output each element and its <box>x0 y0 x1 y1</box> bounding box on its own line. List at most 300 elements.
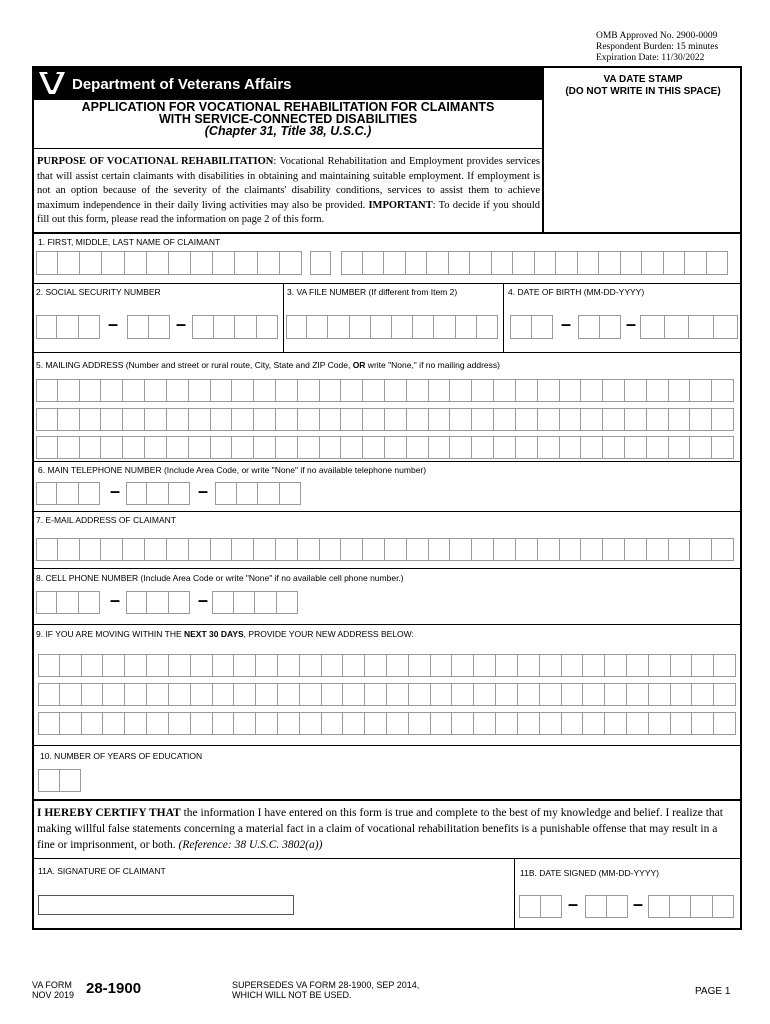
char-box[interactable] <box>450 436 472 459</box>
char-box[interactable] <box>254 408 276 431</box>
char-box[interactable] <box>145 379 167 402</box>
char-box[interactable] <box>235 251 257 275</box>
char-box[interactable] <box>167 436 189 459</box>
char-box[interactable] <box>237 482 259 505</box>
char-box[interactable] <box>320 379 342 402</box>
char-box[interactable] <box>234 654 256 677</box>
char-box[interactable] <box>413 315 434 339</box>
char-box[interactable] <box>712 436 734 459</box>
char-box[interactable] <box>147 591 168 614</box>
char-box[interactable] <box>212 591 234 614</box>
char-box[interactable] <box>450 408 472 431</box>
char-box[interactable] <box>341 379 363 402</box>
char-box[interactable] <box>494 436 516 459</box>
char-box[interactable] <box>449 251 471 275</box>
char-box[interactable] <box>298 408 320 431</box>
char-box[interactable] <box>427 251 449 275</box>
char-box[interactable] <box>472 436 494 459</box>
char-box[interactable] <box>538 436 560 459</box>
char-box[interactable] <box>234 591 256 614</box>
char-box[interactable] <box>452 683 474 706</box>
char-box[interactable] <box>79 315 100 339</box>
phone-prefix[interactable] <box>126 482 190 505</box>
char-box[interactable] <box>647 538 669 561</box>
char-box[interactable] <box>300 683 322 706</box>
char-box[interactable] <box>363 538 385 561</box>
char-box[interactable] <box>581 379 603 402</box>
new-address-line-1[interactable] <box>38 654 736 677</box>
char-box[interactable] <box>189 379 211 402</box>
char-box[interactable] <box>79 482 100 505</box>
char-box[interactable] <box>387 712 409 735</box>
char-box[interactable] <box>581 538 603 561</box>
char-box[interactable] <box>254 436 276 459</box>
char-box[interactable] <box>627 654 649 677</box>
char-box[interactable] <box>392 315 413 339</box>
char-box[interactable] <box>387 654 409 677</box>
char-box[interactable] <box>103 654 125 677</box>
char-box[interactable] <box>519 895 541 918</box>
char-box[interactable] <box>298 436 320 459</box>
char-box[interactable] <box>102 251 124 275</box>
char-box[interactable] <box>516 436 538 459</box>
ssn-part-1[interactable] <box>36 315 100 339</box>
char-box[interactable] <box>714 683 736 706</box>
char-box[interactable] <box>149 315 171 339</box>
char-box[interactable] <box>538 379 560 402</box>
char-box[interactable] <box>277 591 299 614</box>
char-box[interactable] <box>583 712 605 735</box>
char-box[interactable] <box>385 538 407 561</box>
char-box[interactable] <box>310 251 331 275</box>
char-box[interactable] <box>640 315 665 339</box>
char-box[interactable] <box>450 379 472 402</box>
char-box[interactable] <box>627 712 649 735</box>
char-box[interactable] <box>58 538 80 561</box>
char-box[interactable] <box>126 591 147 614</box>
char-box[interactable] <box>145 538 167 561</box>
char-box[interactable] <box>234 712 256 735</box>
char-box[interactable] <box>621 251 643 275</box>
char-box[interactable] <box>191 683 213 706</box>
char-box[interactable] <box>385 379 407 402</box>
cell-line-number[interactable] <box>212 591 298 614</box>
ssn-part-2[interactable] <box>127 315 170 339</box>
mailing-address-line-3[interactable] <box>36 436 734 459</box>
char-box[interactable] <box>256 712 278 735</box>
char-box[interactable] <box>670 895 692 918</box>
char-box[interactable] <box>213 654 235 677</box>
email-input[interactable] <box>36 538 734 561</box>
char-box[interactable] <box>669 538 691 561</box>
char-box[interactable] <box>472 538 494 561</box>
char-box[interactable] <box>583 654 605 677</box>
char-box[interactable] <box>256 683 278 706</box>
char-box[interactable] <box>713 895 735 918</box>
char-box[interactable] <box>343 683 365 706</box>
char-box[interactable] <box>254 538 276 561</box>
char-box[interactable] <box>58 379 80 402</box>
char-box[interactable] <box>258 482 280 505</box>
char-box[interactable] <box>82 654 104 677</box>
char-box[interactable] <box>278 683 300 706</box>
cell-area-code[interactable] <box>36 591 100 614</box>
char-box[interactable] <box>189 436 211 459</box>
char-box[interactable] <box>258 251 280 275</box>
char-box[interactable] <box>627 683 649 706</box>
char-box[interactable] <box>605 712 627 735</box>
char-box[interactable] <box>560 379 582 402</box>
char-box[interactable] <box>322 712 344 735</box>
char-box[interactable] <box>213 683 235 706</box>
char-box[interactable] <box>350 315 371 339</box>
va-file-number-input[interactable] <box>286 315 498 339</box>
char-box[interactable] <box>605 654 627 677</box>
char-box[interactable] <box>36 408 58 431</box>
char-box[interactable] <box>385 408 407 431</box>
last-name-input[interactable] <box>341 251 728 275</box>
char-box[interactable] <box>80 538 102 561</box>
char-box[interactable] <box>470 251 492 275</box>
char-box[interactable] <box>213 251 235 275</box>
char-box[interactable] <box>647 408 669 431</box>
char-box[interactable] <box>38 712 60 735</box>
char-box[interactable] <box>603 538 625 561</box>
char-box[interactable] <box>671 654 693 677</box>
char-box[interactable] <box>540 654 562 677</box>
char-box[interactable] <box>642 251 664 275</box>
char-box[interactable] <box>147 683 169 706</box>
char-box[interactable] <box>603 436 625 459</box>
char-box[interactable] <box>578 251 600 275</box>
char-box[interactable] <box>385 436 407 459</box>
char-box[interactable] <box>234 683 256 706</box>
date-signed-month[interactable] <box>519 895 562 918</box>
char-box[interactable] <box>60 683 82 706</box>
char-box[interactable] <box>434 315 455 339</box>
char-box[interactable] <box>101 436 123 459</box>
char-box[interactable] <box>585 895 607 918</box>
char-box[interactable] <box>232 408 254 431</box>
char-box[interactable] <box>712 379 734 402</box>
char-box[interactable] <box>560 436 582 459</box>
char-box[interactable] <box>169 683 191 706</box>
char-box[interactable] <box>147 712 169 735</box>
char-box[interactable] <box>690 408 712 431</box>
char-box[interactable] <box>538 538 560 561</box>
char-box[interactable] <box>211 379 233 402</box>
char-box[interactable] <box>147 251 169 275</box>
char-box[interactable] <box>169 654 191 677</box>
char-box[interactable] <box>278 712 300 735</box>
char-box[interactable] <box>494 408 516 431</box>
char-box[interactable] <box>625 408 647 431</box>
char-box[interactable] <box>60 654 82 677</box>
new-address-line-3[interactable] <box>38 712 736 735</box>
char-box[interactable] <box>80 251 102 275</box>
char-box[interactable] <box>578 315 600 339</box>
char-box[interactable] <box>58 251 80 275</box>
char-box[interactable] <box>518 683 540 706</box>
char-box[interactable] <box>343 712 365 735</box>
char-box[interactable] <box>256 654 278 677</box>
char-box[interactable] <box>341 538 363 561</box>
char-box[interactable] <box>341 408 363 431</box>
char-box[interactable] <box>599 251 621 275</box>
char-box[interactable] <box>496 712 518 735</box>
char-box[interactable] <box>365 654 387 677</box>
char-box[interactable] <box>692 712 714 735</box>
char-box[interactable] <box>707 251 729 275</box>
char-box[interactable] <box>215 482 237 505</box>
char-box[interactable] <box>384 251 406 275</box>
char-box[interactable] <box>363 379 385 402</box>
signature-input[interactable] <box>38 895 294 915</box>
char-box[interactable] <box>123 538 145 561</box>
char-box[interactable] <box>320 538 342 561</box>
dob-year-input[interactable] <box>640 315 738 339</box>
char-box[interactable] <box>276 408 298 431</box>
char-box[interactable] <box>647 379 669 402</box>
char-box[interactable] <box>191 654 213 677</box>
char-box[interactable] <box>38 769 60 792</box>
char-box[interactable] <box>211 436 233 459</box>
char-box[interactable] <box>690 436 712 459</box>
char-box[interactable] <box>101 408 123 431</box>
char-box[interactable] <box>669 436 691 459</box>
char-box[interactable] <box>280 482 302 505</box>
char-box[interactable] <box>714 654 736 677</box>
mailing-address-line-1[interactable] <box>36 379 734 402</box>
char-box[interactable] <box>213 712 235 735</box>
char-box[interactable] <box>103 683 125 706</box>
char-box[interactable] <box>57 315 78 339</box>
char-box[interactable] <box>36 315 57 339</box>
char-box[interactable] <box>714 315 739 339</box>
char-box[interactable] <box>691 895 713 918</box>
char-box[interactable] <box>409 712 431 735</box>
char-box[interactable] <box>36 538 58 561</box>
char-box[interactable] <box>560 538 582 561</box>
char-box[interactable] <box>562 712 584 735</box>
char-box[interactable] <box>431 712 453 735</box>
char-box[interactable] <box>431 654 453 677</box>
char-box[interactable] <box>690 379 712 402</box>
char-box[interactable] <box>322 654 344 677</box>
char-box[interactable] <box>60 712 82 735</box>
char-box[interactable] <box>581 436 603 459</box>
char-box[interactable] <box>712 538 734 561</box>
char-box[interactable] <box>409 654 431 677</box>
char-box[interactable] <box>669 408 691 431</box>
char-box[interactable] <box>126 482 147 505</box>
char-box[interactable] <box>169 482 190 505</box>
char-box[interactable] <box>214 315 236 339</box>
char-box[interactable] <box>80 379 102 402</box>
dob-day-input[interactable] <box>578 315 621 339</box>
char-box[interactable] <box>407 379 429 402</box>
char-box[interactable] <box>494 379 516 402</box>
char-box[interactable] <box>257 315 279 339</box>
char-box[interactable] <box>211 408 233 431</box>
char-box[interactable] <box>276 538 298 561</box>
char-box[interactable] <box>538 408 560 431</box>
char-box[interactable] <box>603 379 625 402</box>
char-box[interactable] <box>125 654 147 677</box>
char-box[interactable] <box>363 251 385 275</box>
char-box[interactable] <box>127 315 149 339</box>
middle-initial-input[interactable] <box>310 251 331 275</box>
char-box[interactable] <box>560 408 582 431</box>
char-box[interactable] <box>60 769 82 792</box>
char-box[interactable] <box>82 712 104 735</box>
char-box[interactable] <box>80 408 102 431</box>
char-box[interactable] <box>36 251 58 275</box>
char-box[interactable] <box>167 408 189 431</box>
char-box[interactable] <box>191 712 213 735</box>
char-box[interactable] <box>123 408 145 431</box>
char-box[interactable] <box>431 683 453 706</box>
char-box[interactable] <box>57 482 78 505</box>
char-box[interactable] <box>363 408 385 431</box>
char-box[interactable] <box>298 379 320 402</box>
char-box[interactable] <box>79 591 100 614</box>
new-address-line-2[interactable] <box>38 683 736 706</box>
char-box[interactable] <box>38 654 60 677</box>
mailing-address-line-2[interactable] <box>36 408 734 431</box>
char-box[interactable] <box>80 436 102 459</box>
char-box[interactable] <box>307 315 328 339</box>
char-box[interactable] <box>648 895 670 918</box>
char-box[interactable] <box>58 408 80 431</box>
char-box[interactable] <box>625 538 647 561</box>
char-box[interactable] <box>341 436 363 459</box>
date-signed-year[interactable] <box>648 895 734 918</box>
char-box[interactable] <box>365 712 387 735</box>
char-box[interactable] <box>532 315 554 339</box>
ssn-part-3[interactable] <box>192 315 278 339</box>
char-box[interactable] <box>452 712 474 735</box>
char-box[interactable] <box>492 251 514 275</box>
char-box[interactable] <box>341 251 363 275</box>
char-box[interactable] <box>518 712 540 735</box>
char-box[interactable] <box>664 251 686 275</box>
char-box[interactable] <box>232 436 254 459</box>
char-box[interactable] <box>387 683 409 706</box>
char-box[interactable] <box>232 538 254 561</box>
char-box[interactable] <box>472 379 494 402</box>
char-box[interactable] <box>409 683 431 706</box>
char-box[interactable] <box>429 538 451 561</box>
char-box[interactable] <box>36 379 58 402</box>
char-box[interactable] <box>429 436 451 459</box>
char-box[interactable] <box>211 538 233 561</box>
char-box[interactable] <box>36 482 57 505</box>
char-box[interactable] <box>235 315 257 339</box>
char-box[interactable] <box>474 654 496 677</box>
char-box[interactable] <box>605 683 627 706</box>
char-box[interactable] <box>714 712 736 735</box>
char-box[interactable] <box>513 251 535 275</box>
char-box[interactable] <box>103 712 125 735</box>
char-box[interactable] <box>516 379 538 402</box>
char-box[interactable] <box>516 538 538 561</box>
phone-line-number[interactable] <box>215 482 301 505</box>
char-box[interactable] <box>286 315 307 339</box>
char-box[interactable] <box>147 654 169 677</box>
char-box[interactable] <box>278 654 300 677</box>
char-box[interactable] <box>429 379 451 402</box>
char-box[interactable] <box>147 482 168 505</box>
char-box[interactable] <box>123 379 145 402</box>
char-box[interactable] <box>254 379 276 402</box>
char-box[interactable] <box>625 379 647 402</box>
char-box[interactable] <box>518 654 540 677</box>
char-box[interactable] <box>685 251 707 275</box>
char-box[interactable] <box>191 251 213 275</box>
char-box[interactable] <box>406 251 428 275</box>
char-box[interactable] <box>365 683 387 706</box>
char-box[interactable] <box>535 251 557 275</box>
char-box[interactable] <box>169 251 191 275</box>
char-box[interactable] <box>647 436 669 459</box>
char-box[interactable] <box>255 591 277 614</box>
char-box[interactable] <box>692 683 714 706</box>
char-box[interactable] <box>298 538 320 561</box>
char-box[interactable] <box>125 712 147 735</box>
char-box[interactable] <box>494 538 516 561</box>
char-box[interactable] <box>320 408 342 431</box>
char-box[interactable] <box>300 654 322 677</box>
char-box[interactable] <box>280 251 302 275</box>
char-box[interactable] <box>276 379 298 402</box>
char-box[interactable] <box>169 712 191 735</box>
char-box[interactable] <box>649 712 671 735</box>
char-box[interactable] <box>328 315 349 339</box>
cell-prefix[interactable] <box>126 591 190 614</box>
char-box[interactable] <box>101 538 123 561</box>
char-box[interactable] <box>407 408 429 431</box>
char-box[interactable] <box>192 315 214 339</box>
char-box[interactable] <box>407 538 429 561</box>
char-box[interactable] <box>82 683 104 706</box>
char-box[interactable] <box>583 683 605 706</box>
char-box[interactable] <box>371 315 392 339</box>
char-box[interactable] <box>562 683 584 706</box>
char-box[interactable] <box>429 408 451 431</box>
char-box[interactable] <box>300 712 322 735</box>
char-box[interactable] <box>496 654 518 677</box>
char-box[interactable] <box>689 315 714 339</box>
char-box[interactable] <box>322 683 344 706</box>
char-box[interactable] <box>603 408 625 431</box>
char-box[interactable] <box>169 591 190 614</box>
char-box[interactable] <box>541 895 563 918</box>
char-box[interactable] <box>600 315 622 339</box>
char-box[interactable] <box>510 315 532 339</box>
char-box[interactable] <box>540 712 562 735</box>
char-box[interactable] <box>472 408 494 431</box>
char-box[interactable] <box>692 654 714 677</box>
char-box[interactable] <box>189 538 211 561</box>
char-box[interactable] <box>562 654 584 677</box>
char-box[interactable] <box>145 408 167 431</box>
char-box[interactable] <box>665 315 690 339</box>
char-box[interactable] <box>496 683 518 706</box>
char-box[interactable] <box>556 251 578 275</box>
char-box[interactable] <box>167 538 189 561</box>
char-box[interactable] <box>474 683 496 706</box>
